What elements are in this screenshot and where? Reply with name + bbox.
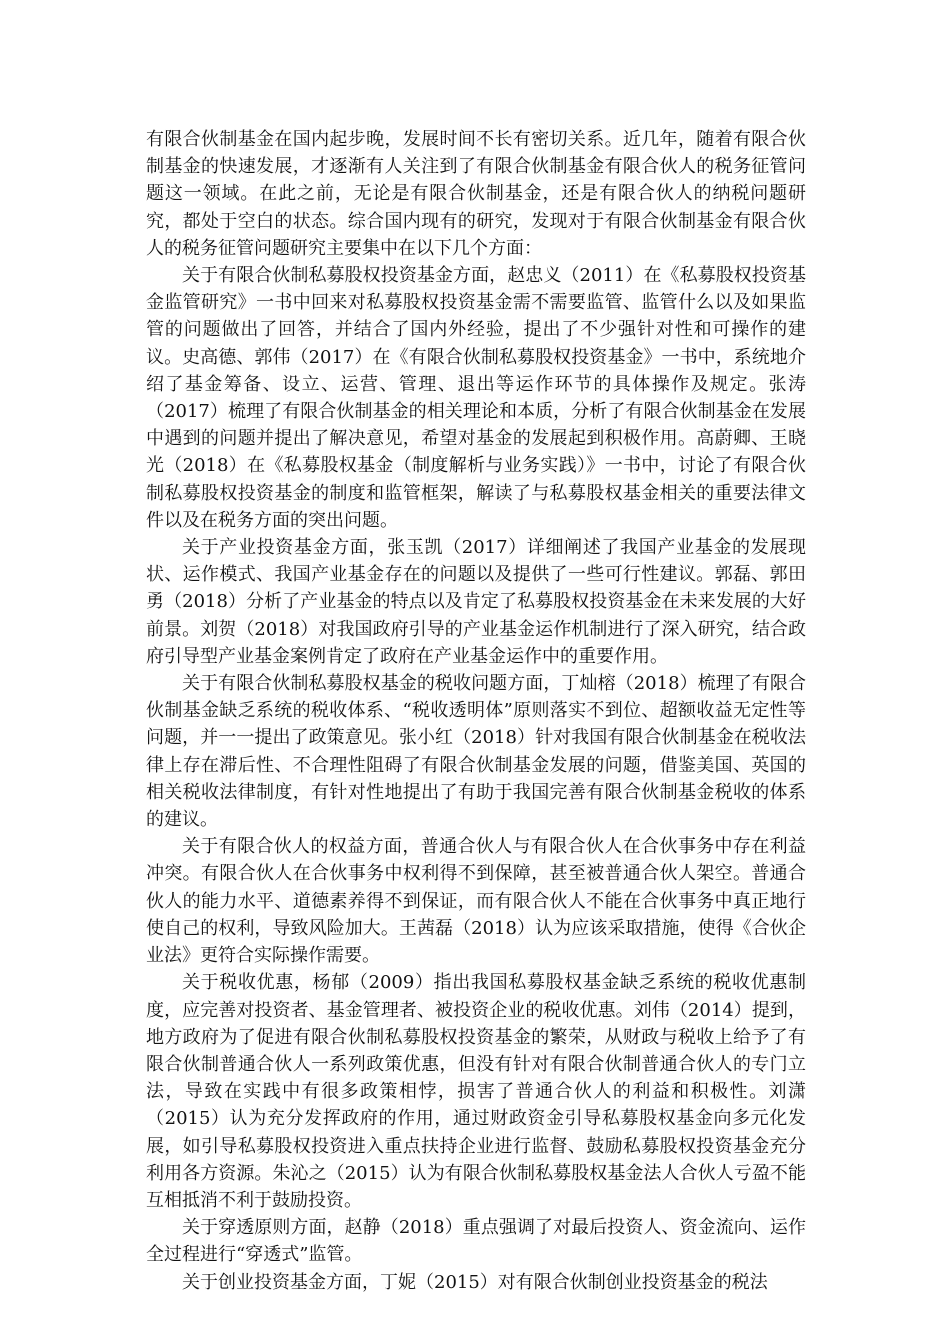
paragraph-tax-issues: 关于有限合伙制私募股权基金的税收问题方面，丁灿榕（2018）梳理了有限合伙制基金缺乏系统的税收体系、“税收透明体”原则落实不到位、超额收益无定性等问题，并一一提出了政策意见。张小红（2018）针对我国有限合伙制基金在税收法律上存在滞后性、不合理性阻碍了有限合伙制基金发展的问题，借鉴美国、英国的相关税收法律制度，有针对性地提出了有助于我国完善有限合伙制基金税收的体系的建议。: [146, 673, 806, 831]
paragraph-venture-fund: 关于创业投资基金方面，丁妮（2015）对有限合伙制创业投资基金的税法: [182, 1271, 768, 1293]
paragraph-pe-fund: 关于有限合伙制私募股权投资基金方面，赵忠义（2011）在《私募股权投资基金监管研究》一书中回来对私募股权投资基金需不需要监管、监管什么以及如果监管的问题做出了回答，并结合了国内外经验，提出了不少强针对性和可操作的建议。史高德、郭伟（2017）在《有限合伙制私募股权投资基金》一书中，系统地介绍了基金筹备、设立、运营、管理、退出等运作环节的具体操作及规定。张涛（2017）梳理了有限合伙制基金的相关理论和本质，分析了有限合伙制基金在发展中遇到的问题并提出了解决意见，希望对基金的发展起到积极作用。高蔚卿、王晓光（2018）在《私募股权基金（制度解析与业务实践）》一书中，讨论了有限合伙制私募股权投资基金的制度和监管框架，解读了与私募股权基金相关的重要法律文件以及在税务方面的突出问题。: [146, 265, 806, 531]
paragraph-intro: 有限合伙制基金在国内起步晚，发展时间不长有密切关系。近几年，随着有限合伙制基金的快速发展，才逐渐有人关注到了有限合伙制基金有限合伙人的税务征管问题这一领域。在此之前，无论是有限合伙制基金，还是有限合伙人的纳税问题研究，都处于空白的状态。综合国内现有的研究，发现对于有限合伙制基金有限合伙人的税务征管问题研究主要集中在以下几个方面：: [146, 129, 806, 259]
paragraph-lp-rights: 关于有限合伙人的权益方面，普通合伙人与有限合伙人在合伙事务中存在利益冲突。有限合伙人在合伙事务中权利得不到保障，甚至被普通合伙人架空。普通合伙人的能力水平、道德素养得不到保证，而有限合伙人不能在合伙事务中真正地行使自己的权利，导致风险加大。王茜磊（2018）认为应该采取措施，使得《合伙企业法》更符合实际操作需要。: [146, 836, 806, 967]
document-body: [146, 126, 806, 1296]
paragraph-industry-fund: 关于产业投资基金方面，张玉凯（2017）详细阐述了我国产业基金的发展现状、运作模式、我国产业基金存在的问题以及提供了一些可行性建议。郭磊、郭田勇（2018）分析了产业基金的特点以及肯定了私募股权投资基金在未来发展的大好前景。刘贺（2018）对我国政府引导的产业基金运作机制进行了深入研究，结合政府引导型产业基金案例肯定了政府在产业基金运作中的重要作用。: [146, 537, 806, 667]
paragraph-look-through: 关于穿透原则方面，赵静（2018）重点强调了对最后投资人、资金流向、运作全过程进行“穿透式”监管。: [146, 1217, 806, 1266]
paragraph-tax-incentives: 关于税收优惠，杨郁（2009）指出我国私募股权基金缺乏系统的税收优惠制度，应完善对投资者、基金管理者、被投资企业的税收优惠。刘伟（2014）提到，地方政府为了促进有限合伙制私募股权投资基金的繁荣，从财政与税收上给予了有限合伙制普通合伙人一系列政策优惠，但没有针对有限合伙制普通合伙人的专门立法，导致在实践中有很多政策相悖，损害了普通合伙人的利益和积极性。刘潇（2015）认为充分发挥政府的作用，通过财政资金引导私募股权基金向多元化发展，如引导私募股权投资进入重点扶持企业进行监督、鼓励私募股权投资基金充分利用各方资源。朱沁之（2015）认为有限合伙制私募股权基金法人合伙人亏盈不能互相抵消不利于鼓励投资。: [146, 972, 806, 1211]
